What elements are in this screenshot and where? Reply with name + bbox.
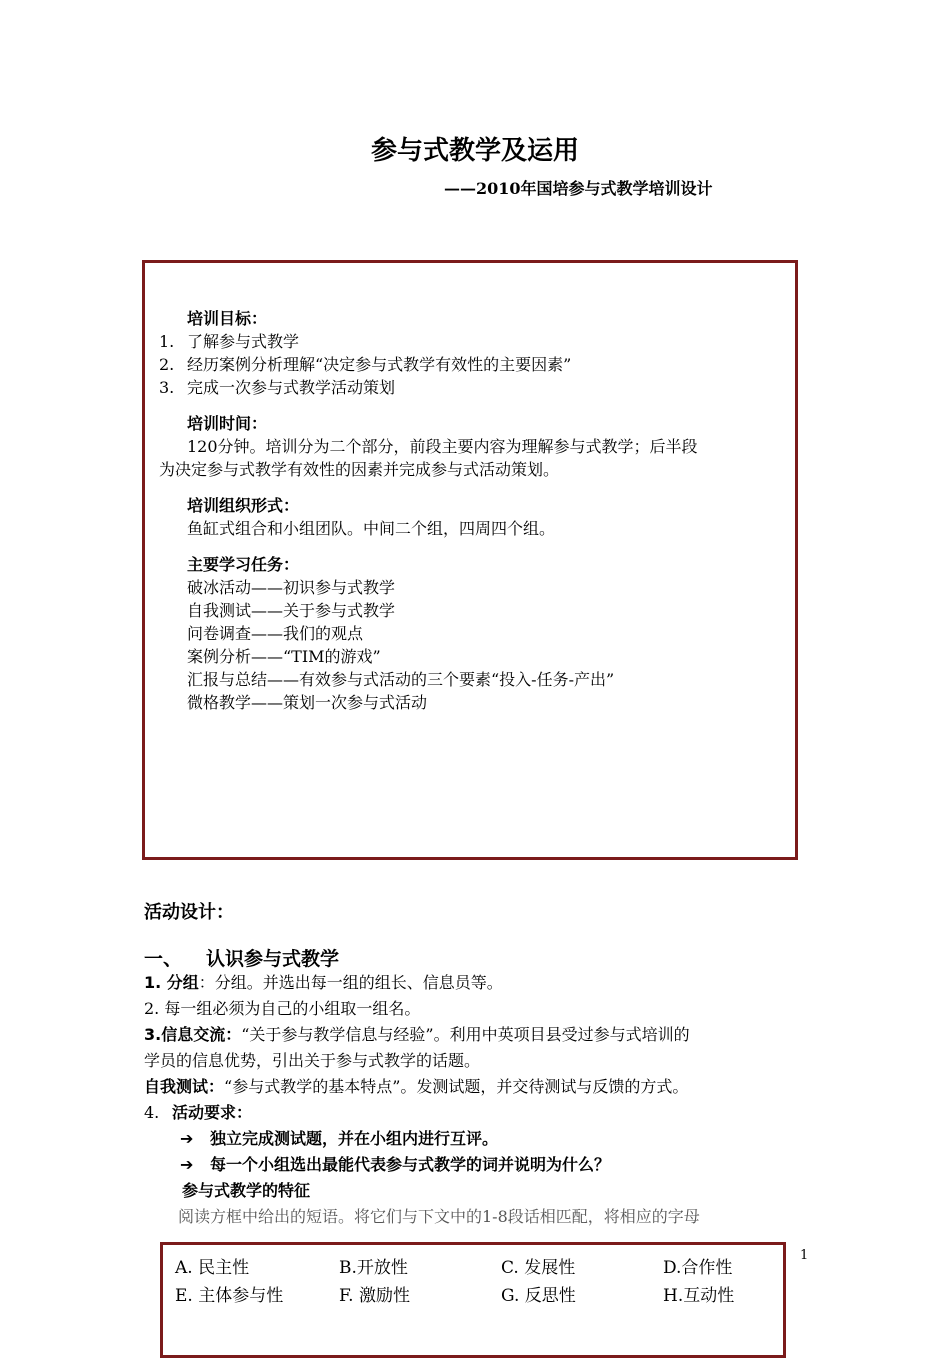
option-item: G. 反思性 (501, 1286, 576, 1306)
step-requirements: 4. 活动要求： (144, 1103, 253, 1122)
goal-item: 1. 了解参与式教学 (159, 332, 300, 351)
training-summary-box (142, 260, 798, 860)
option-item: C. 发展性 (501, 1258, 576, 1278)
option-item: H.互动性 (663, 1286, 735, 1306)
step-group: 1. 分组：分组。并选出每一组的组长、信息员等。 (144, 973, 503, 992)
option-item: A. 民主性 (175, 1258, 250, 1278)
time-text-line2: 为决定参与式教学有效性的因素并完成参与式活动策划。 (159, 460, 560, 479)
requirement-item: ➔ 独立完成测试题，并在小组内进行互评。 (180, 1126, 498, 1152)
step-info-exchange: 3.信息交流：“关于参与教学信息与经验”。利用中英项目县受过参与式培训的 (144, 1025, 690, 1044)
requirement-item: ➔ 每一个小组选出最能代表参与式教学的词并说明为什么？ (180, 1152, 610, 1178)
option-item: B.开放性 (339, 1258, 408, 1278)
time-text-line1: 120分钟。培训分为二个部分，前段主要内容为理解参与式教学；后半段 (187, 437, 698, 456)
time-heading: 培训时间： (187, 414, 268, 433)
activity-heading: 活动设计： (144, 902, 234, 923)
option-item: F. 激励性 (339, 1286, 410, 1306)
section-heading: 一、 认识参与式教学 (144, 948, 340, 970)
goals-heading: 培训目标： (187, 309, 268, 328)
task-item: 问卷调查——我们的观点 (187, 624, 364, 643)
task-item: 案例分析——“TIM的游戏” (187, 647, 381, 666)
arrow-right-icon: ➔ (180, 1129, 194, 1148)
task-item: 微格教学——策划一次参与式活动 (187, 693, 428, 712)
option-item: E. 主体参与性 (175, 1286, 284, 1306)
goal-item: 3. 完成一次参与式教学活动策划 (159, 378, 396, 397)
task-item: 自我测试——关于参与式教学 (187, 601, 396, 620)
step-name: 2. 每一组必须为自己的小组取一组名。 (144, 999, 421, 1018)
arrow-right-icon: ➔ (180, 1155, 194, 1174)
feature-instruction: 阅读方框中给出的短语。将它们与下文中的1-8段话相匹配，将相应的字母 (178, 1207, 700, 1226)
self-test-line: 自我测试：“参与式教学的基本特点”。发测试题，并交待测试与反馈的方式。 (144, 1077, 689, 1096)
goal-item: 2. 经历案例分析理解“决定参与式教学有效性的主要因素” (159, 355, 572, 374)
document-subtitle: ——2010年国培参与式教学培训设计 (444, 179, 713, 198)
step-info-exchange-cont: 学员的信息优势，引出关于参与式教学的话题。 (144, 1051, 481, 1070)
task-item: 破冰活动——初识参与式教学 (187, 578, 396, 597)
org-heading: 培训组织形式： (187, 496, 300, 515)
tasks-heading: 主要学习任务： (187, 555, 300, 574)
org-text: 鱼缸式组合和小组团队。中间二个组，四周四个组。 (187, 519, 556, 538)
document-title: 参与式教学及运用 (370, 136, 579, 166)
option-item: D.合作性 (663, 1258, 733, 1278)
feature-heading: 参与式教学的特征 (182, 1181, 311, 1200)
options-box (160, 1242, 786, 1358)
task-item: 汇报与总结——有效参与式活动的三个要素“投入-任务-产出” (187, 670, 615, 689)
page-number: 1 (800, 1248, 809, 1263)
